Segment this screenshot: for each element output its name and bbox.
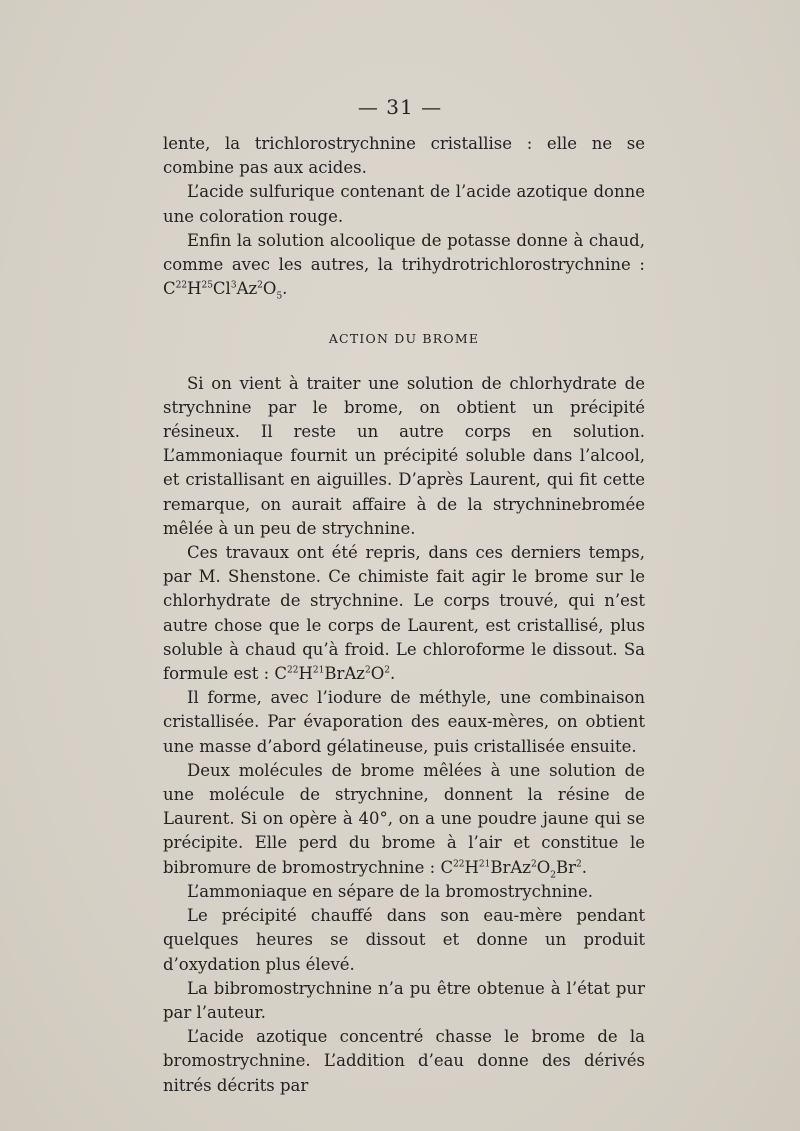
paragraph-text: Il forme, avec l’iodure de méthyle, une combinaison cristallisée. Par évaporation des eaux-mères, on obtient une masse d’abord gélatineuse, puis cristallisée ensuite.: [163, 688, 645, 756]
chemical-formula: $C^{22}H^{25}Cl^3Az^2O_5$.: [163, 279, 288, 302]
paragraph-text: Ces travaux ont été repris, dans ces derniers temps, par M. Shenstone. Ce chimiste fait agir le brome sur le chlorhydrate de strychnine. Le corps trouvé, qui n’est autre chose que le corps de Laurent, est cristallisé, plus soluble à chaud qu’à froid. Le chloroforme le dissout. Sa formule est :: [163, 543, 645, 684]
paragraph: [163, 541, 645, 686]
paragraph-text: L’acide sulfurique contenant de l’acide azotique donne une coloration rouge.: [163, 182, 645, 226]
paragraph-text: La bibromostrychnine n’a pu être obtenue à l’état pur par l’auteur.: [163, 978, 645, 1022]
paragraph: [163, 1025, 645, 1098]
paragraph: [163, 372, 645, 541]
paragraph-continuation: [163, 132, 645, 180]
body-text: [163, 132, 645, 1098]
section-heading: ACTION DU BROME: [328, 331, 480, 347]
paragraph: [163, 180, 645, 228]
paragraph: [163, 880, 645, 904]
chemical-formula: $C^{22}H^{21}BrAz^2O^2$.: [274, 664, 396, 684]
paragraph: [163, 759, 645, 880]
paragraph-text: Le précipité chauffé dans son eau-mère pendant quelques heures se dissout et donne un produit d’oxydation plus élevé.: [163, 906, 645, 974]
paragraph-text: Si on vient à traiter une solution de chlorhydrate de strychnine par le brome, on obtient un précipité résineux. Il reste un autre corps en solution. L’ammoniaque fournit un précipité soluble dans l’alcool, et cristallisant en aiguilles. D’après Laurent, qui fit cette remarque, on aurait affaire à de la strychninebromée mêlée à un peu de strychnine.: [163, 373, 645, 538]
chemical-formula: $C^{22}H^{21}BrAz^2O_2Br^2$.: [440, 857, 587, 880]
paragraph-text: lente, la trichlorostrychnine cristallise : elle ne se combine pas aux acides.: [163, 134, 645, 178]
paragraph-text: Enfin la solution alcoolique de potasse donne à chaud, comme avec les autres, la trihydrotrichlorostrychnine :: [163, 230, 645, 275]
paragraph: [163, 904, 645, 977]
paragraph-text: L’acide azotique concentré chasse le brome de la bromostrychnine. L’addition d’eau donne des dérivés nitrés décrits par: [163, 1027, 645, 1095]
paragraph: [163, 977, 645, 1025]
paragraph-text: Deux molécules de brome mêlées à une solution de une molécule de strychnine, donnent la résine de Laurent. Si on opère à 40°, on a une poudre jaune qui se précipite. Elle perd du brome à l’air et constitue le bibromure de bromostrychnine :: [163, 760, 645, 877]
paragraph: [163, 686, 645, 759]
paragraph-text: L’ammoniaque en sépare de la bromostrychnine.: [187, 881, 594, 901]
page-number: — 31 —: [357, 95, 443, 119]
paragraph: [163, 229, 645, 302]
